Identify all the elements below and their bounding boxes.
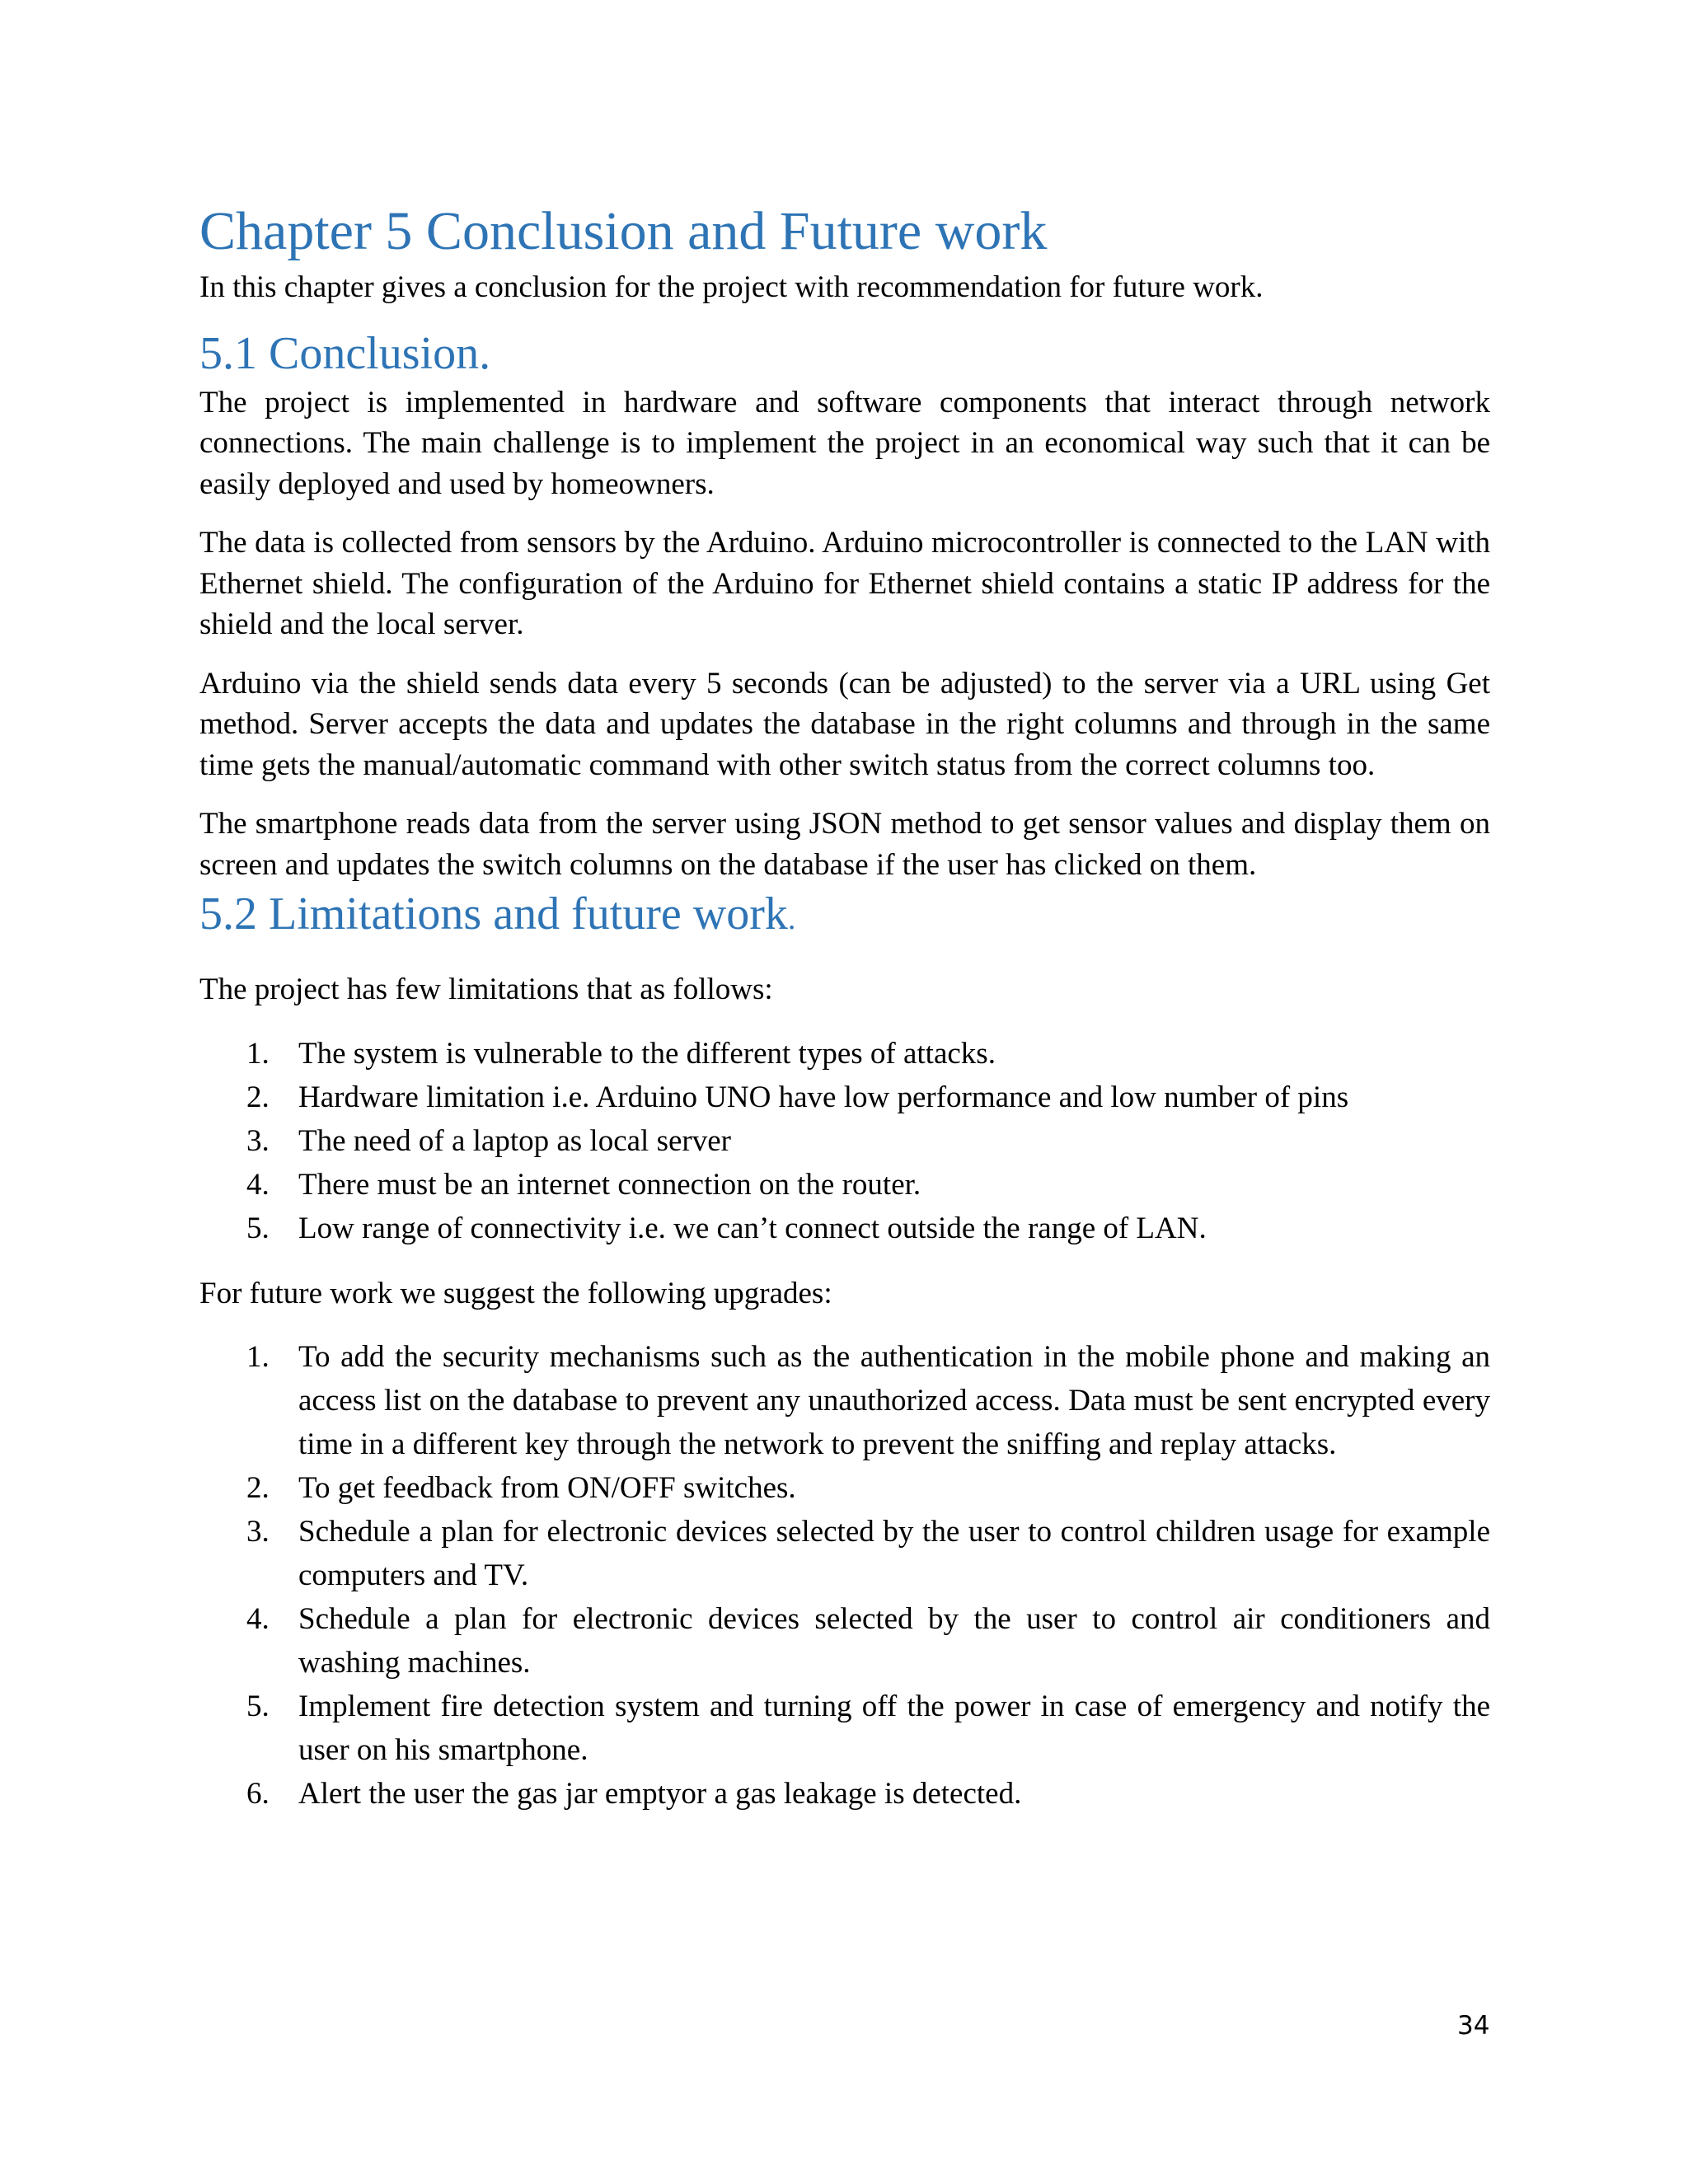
list-item-number: 2. — [246, 1080, 270, 1114]
list-item-text: To add the security mechanisms such as the authentication in the mobile phone and making an access list on the database to prevent any unauthorized access. Data must be sent encrypted every time in a different key through the network to prevent the sniffing and replay attacks. — [298, 1340, 1490, 1461]
list-item-text: Alert the user the gas jar emptyor a gas leakage is detected. — [298, 1777, 1022, 1811]
list-item-number: 3. — [246, 1123, 270, 1158]
list-item — [199, 1207, 1490, 1250]
conclusion-paragraph: Arduino via the shield sends data every 5 seconds (can be adjusted) to the server via a URL using Get method. Server accepts the data and updates the database in the right columns and through in the same time gets the manual/automatic command with other switch status from the correct columns too. — [199, 666, 1490, 782]
list-item-text: Schedule a plan for electronic devices selected by the user to control children usage for example computers and TV. — [298, 1515, 1490, 1592]
list-item-number: 2. — [246, 1471, 270, 1505]
list-item — [199, 1032, 1490, 1076]
list-item-number: 1. — [246, 1340, 270, 1374]
list-item — [199, 1466, 1490, 1510]
page-number: 34 — [1457, 2011, 1490, 2041]
section-title-text: 5.2 Limitations and future work — [199, 888, 788, 940]
section-title-limitations — [199, 885, 1490, 948]
list-item-number: 4. — [246, 1167, 270, 1202]
list-item — [199, 1772, 1490, 1816]
list-item-text: The system is vulnerable to the different types of attacks. — [298, 1036, 996, 1071]
list-item — [199, 1119, 1490, 1163]
list-item — [199, 1510, 1490, 1597]
list-item-number: 6. — [246, 1777, 270, 1811]
list-item — [199, 1685, 1490, 1772]
list-item-text: Implement fire detection system and turning off the power in case of emergency and notify the user on his smartphone. — [298, 1690, 1490, 1767]
conclusion-paragraph: The smartphone reads data from the server using JSON method to get sensor values and display them on screen and updates the switch columns on the database if the user has clicked on them. — [199, 807, 1490, 882]
section-title-conclusion: 5.1 Conclusion. — [199, 327, 491, 379]
list-item-text: The need of a laptop as local server — [298, 1123, 731, 1158]
list-item-number: 3. — [246, 1515, 270, 1549]
list-item-text: Schedule a plan for electronic devices selected by the user to control air conditioners and washing machines. — [298, 1602, 1490, 1680]
list-item — [199, 1076, 1490, 1119]
list-item-number: 1. — [246, 1036, 270, 1071]
limitations-lead: The project has few limitations that as follows: — [199, 972, 773, 1006]
list-item-text: There must be an internet connection on the router. — [298, 1167, 921, 1202]
list-item-number: 5. — [246, 1211, 270, 1245]
future-work-lead: For future work we suggest the following upgrades: — [199, 1276, 832, 1310]
conclusion-paragraph: The data is collected from sensors by the Arduino. Arduino microcontroller is connected to the LAN with Ethernet shield. The configuration of the Arduino for Ethernet shield contains a static IP address for the shield and the local server. — [199, 526, 1490, 641]
list-item-text: Hardware limitation i.e. Arduino UNO have low performance and low number of pins — [298, 1080, 1349, 1114]
limitations-list — [199, 1032, 1490, 1250]
future-work-list — [199, 1335, 1490, 1816]
list-item — [199, 1597, 1490, 1685]
page-content — [199, 196, 1490, 1816]
chapter-title: Chapter 5 Conclusion and Future work — [199, 201, 1048, 261]
section-title-period: . — [787, 902, 796, 936]
list-item-number: 5. — [246, 1690, 270, 1723]
conclusion-paragraph: The project is implemented in hardware and software components that interact through network connections. The main challenge is to implement the project in an economical way such that it can be easily deployed and used by homeowners. — [199, 385, 1490, 501]
list-item-text: Low range of connectivity i.e. we can’t connect outside the range of LAN. — [298, 1211, 1207, 1245]
chapter-intro: In this chapter gives a conclusion for the project with recommendation for future work. — [199, 270, 1264, 304]
list-item — [199, 1163, 1490, 1207]
list-item-text: To get feedback from ON/OFF switches. — [298, 1471, 796, 1505]
list-item-number: 4. — [246, 1602, 270, 1636]
list-item — [199, 1335, 1490, 1466]
